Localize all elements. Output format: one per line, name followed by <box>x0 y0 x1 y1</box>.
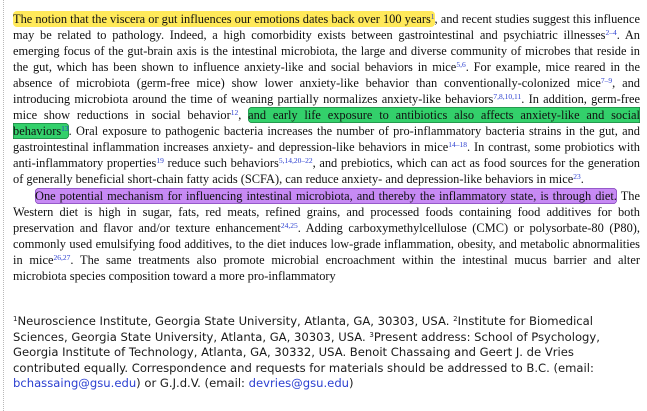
citation-ref[interactable]: 23 <box>573 172 581 182</box>
body-text-span: . <box>580 172 584 187</box>
highlighted-sentence: One potential mechanism for influencing intestinal microbiota, and thereby the inflammatory state, is through diet. <box>35 188 617 203</box>
highlighted-sentence: The notion that the viscera or gut influences our emotions dates back over 100 years <box>13 12 431 26</box>
citation-ref[interactable]: 5,6 <box>456 60 466 70</box>
citation-ref[interactable]: 1 <box>430 12 435 21</box>
body-text-span: . Oral exposure to pathogenic bacteria increases the number of pro-inflammatory bacteria strains in the gut, and gastrointestinal inflammation increases anxiety- and depression-like behaviors in mice <box>13 124 640 155</box>
body-text-span: , <box>238 108 249 123</box>
affiliations-footnote <box>13 314 640 392</box>
citation-ref[interactable]: 2–4 <box>605 28 617 38</box>
citation-ref[interactable]: 7,8,10,11 <box>493 92 522 102</box>
affiliation-text: ) or G.J.d.V. (email: <box>136 376 249 391</box>
body-text-span: , and recent studies suggest this influence may be related to pathology. Indeed, a high comorbidity exists between gastrointestinal and psychiatric illnesses <box>13 12 640 43</box>
citation-ref[interactable]: 26,27 <box>53 252 71 262</box>
paragraph-gut-brain <box>13 11 640 188</box>
body-text-span: . Adding carboxymethylcellulose (CMC) or polysorbate-80 (P80), commonly used emulsifying food additives, to the diet induces low-grade inflammation, obesity, and metabolic abnormalities in mice <box>13 220 640 267</box>
citation-ref[interactable]: 14–18 <box>448 140 467 150</box>
email-link-devries[interactable]: devries@gsu.edu <box>248 376 350 391</box>
body-text-span: . In addition, germ-free mice show reductions in social behavior <box>13 92 640 123</box>
body-text-span: . The same treatments also promote microbial encroachment within the intestinal mucus barrier and alter microbiota species composition toward a more pro-inflammatory <box>13 252 640 283</box>
body-text-span: The Western diet is high in sugar, fats, red meats, refined grains, and processed foods containing food additives for both preservation and flavor and/or texture enhancement <box>13 188 640 235</box>
highlight-purple[interactable] <box>35 188 617 204</box>
body-text-span: reduce such behaviors <box>163 156 279 171</box>
citation-ref[interactable]: 5,14,20–22 <box>278 156 313 166</box>
affiliation-marker: 3 <box>369 330 374 339</box>
body-text-span: , and introducing microbiota around the time of weaning partially normalizes anxiety-like behaviors <box>13 76 640 107</box>
citation-ref[interactable]: 13 <box>61 124 69 134</box>
affiliation-marker: 1 <box>13 315 18 323</box>
paragraph-diet <box>13 188 640 284</box>
page-margin-guide <box>3 0 4 411</box>
citation-ref[interactable]: 7–9 <box>600 76 613 86</box>
citation-ref[interactable]: 24,25 <box>280 220 298 230</box>
affiliation-text: ) <box>349 376 354 391</box>
affiliation-text: Institute for Biomedical Sciences, Georgia State University, Atlanta, GA, 30303, USA. <box>13 314 593 344</box>
body-text-span: . For example, mice reared in the absence of microbiota (germ-free mice) show lower anxiety-like behavior than conventionally-colonized mice <box>13 60 640 91</box>
highlighted-sentence: and early life exposure to antibiotics also affects anxiety-like and social behaviors <box>13 108 640 139</box>
affiliation-text: Neuroscience Institute, Georgia State University, Atlanta, GA, 30303, USA. <box>17 314 454 328</box>
article-body <box>13 11 640 284</box>
citation-ref[interactable]: 19 <box>156 156 164 166</box>
email-link-chassaing[interactable]: bchassaing@gsu.edu <box>13 376 137 391</box>
affiliation-marker: 2 <box>453 315 458 323</box>
highlight-yellow[interactable] <box>13 11 435 27</box>
citation-ref[interactable]: 12 <box>230 108 239 118</box>
body-text-span: . An emerging focus of the gut-brain axis is the intestinal microbiota, the large and diverse community of microbes that reside in the gut, which has been shown to influence anxiety-like and social behaviors in mice <box>13 28 640 75</box>
affiliation-text: Present address: School of Psychology, Georgia Institute of Technology, Atlanta, GA, 30332, USA. Benoit Chassaing and Geert J. de Vries contributed equally. Correspondence and requests for materials should be addressed to B.C. (email: <box>13 329 600 375</box>
body-text-span: , and prebiotics, which can act as food sources for the generation of generally beneficial short-chain fatty acids (SCFA), can reduce anxiety- and depression-like behaviors in mice <box>13 156 640 187</box>
body-text-span: . In contrast, some probiotics with anti-inflammatory properties <box>13 140 640 171</box>
